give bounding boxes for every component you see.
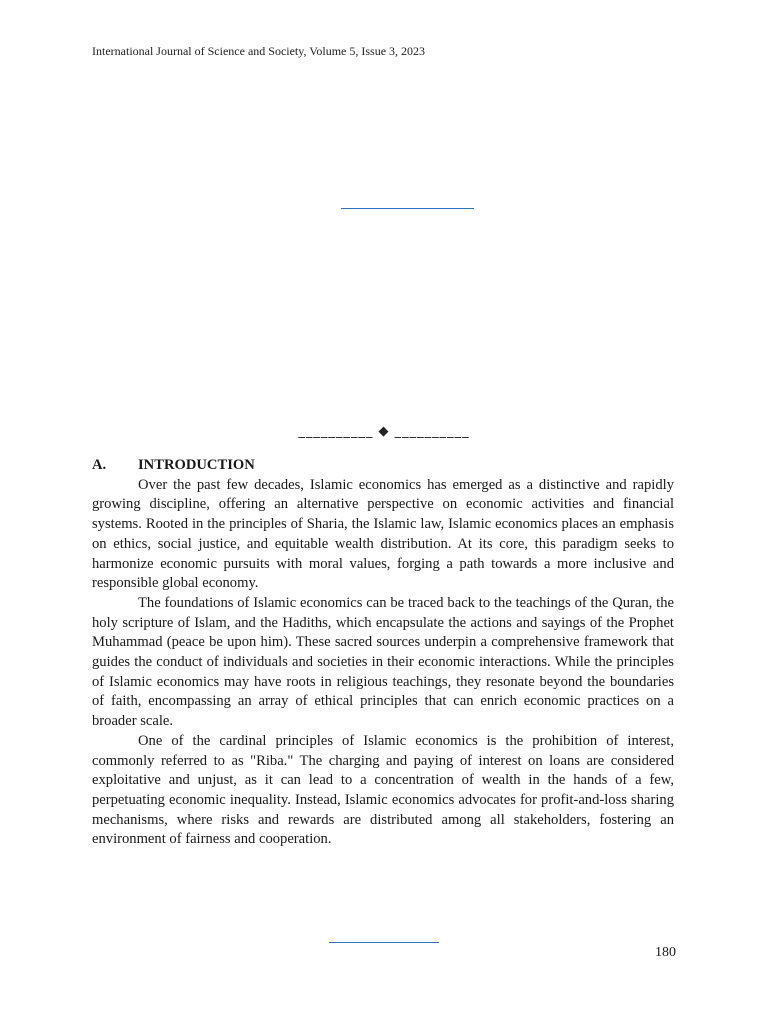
paragraph-3: One of the cardinal principles of Islamic economics is the prohibition of interest, commonly referred to as "Riba." The charging and paying of interest on loans are considered exploitative and unjust, as it can lead to a concentration of wealth in the hands of a few, perpetuating economic inequality. Instead, Islamic economics advocates for profit-and-loss sharing mechanisms, where risks and rewards are distributed among all stakeholders, fostering an environment of fairness and cooperation. xyxy=(92,732,674,848)
page-number: 180 xyxy=(655,945,676,960)
section-heading xyxy=(92,456,674,476)
section-title: INTRODUCTION xyxy=(138,457,255,473)
section-divider: __________ ◆ __________ xyxy=(298,424,470,439)
paragraph-2: The foundations of Islamic economics can be traced back to the teachings of the Quran, the holy scripture of Islam, and the Hadiths, which encapsulate the actions and sayings of the Prophet Muhammad (peace be upon him). These sacred sources underpin a comprehensive framework that guides the conduct of individuals and societies in their economic interactions. While the principles of Islamic economics may have roots in religious teachings, they resonate beyond the boundaries of faith, encompassing an array of ethical principles that can enrich economic practices on a broader scale. xyxy=(92,594,674,730)
main-content xyxy=(92,456,674,850)
top-link-underline[interactable] xyxy=(341,208,474,209)
journal-header: International Journal of Science and Society, Volume 5, Issue 3, 2023 xyxy=(92,44,426,58)
paragraph-1: Over the past few decades, Islamic economics has emerged as a distinctive and rapidly growing discipline, offering an alternative perspective on economic activities and financial systems. Rooted in the principles of Sharia, the Islamic law, Islamic economics places an emphasis on ethics, social justice, and equitable wealth distribution. At its core, this paradigm seeks to harmonize economic pursuits with moral values, forging a path towards a more inclusive and responsible global economy. xyxy=(92,476,674,592)
footnote-link-underline[interactable] xyxy=(329,942,439,943)
section-letter: A. xyxy=(92,457,107,473)
